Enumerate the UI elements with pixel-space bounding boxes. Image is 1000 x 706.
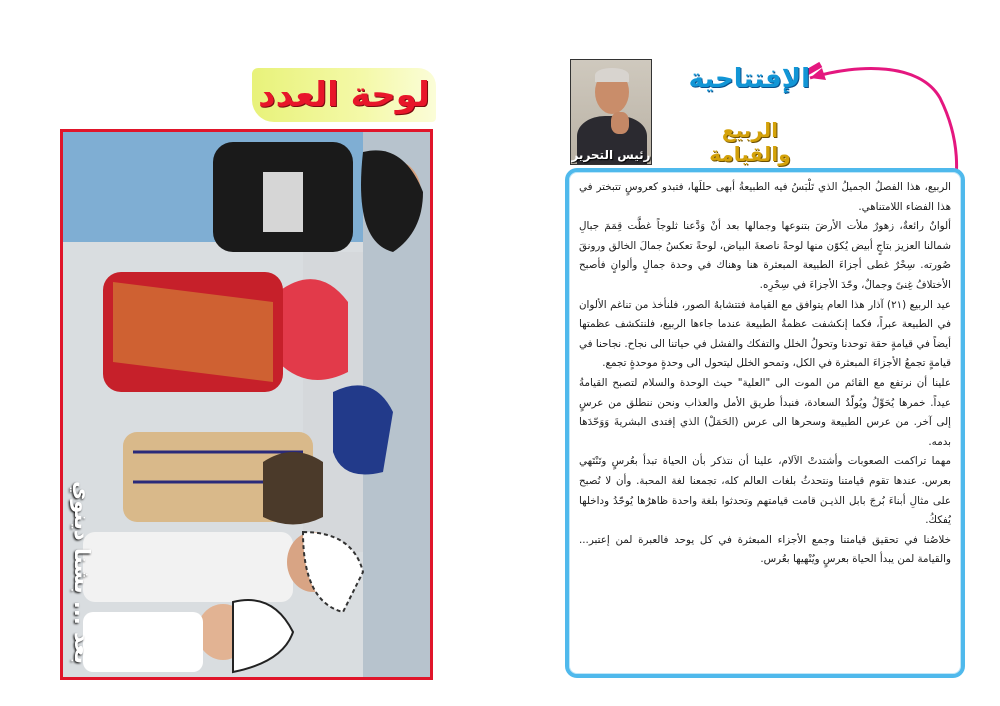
article-paragraph-3: عيد الربيع (٢١) آذار هذا العام يتوافق مع القيامة فتتشابهُ الصور، فلنأخذ من تناغم الألوان في الطبيعة عبراً، فكما إنكشفت عظمةُ الطبيعة عندما جاءها الربيع، فلنتكشف عظمتها أيضاً في قيامةٍ حقة توحدنا وتحولُ الخلل والتفكك والفشل في حياتنا الى نجاح. نجاحنا في قيامةٍ تجمعُ الأجزاءَ المبعثرة في الكل، وتمحو الخلل ليتحول الى وحدةٍ موحدةٍ تجمع. [579, 298, 951, 370]
article-paragraph-6: خلاصُنا في تحقيق قيامتنا وجمع الأجزاء المبعثرة في كل يوحد فالعبرة لمن إعتبر... والقيامة لمن يبدأ الحياة بعرسٍ ويُنْهيها بعُرس. [579, 533, 951, 566]
article-paragraph-2: ألوانٌ رائعةٌ، زهورٌ ملأت الأرضَ بتنوعها وجمالها بعد أنْ وَدَّعنا ثلوجاً غطَّت قِمَمَ جبالِ شمالنا العزيز بتاجٍ أبيض يُكوّن منها لوحةً ناصعةَ البياض، لوحةً تعكسُ جمالَ الخالق ورونقَ صُورته. سِحْرٌ غطى أجزاءَ الطبيعة المبعثرة هنا وهناك في وحدة جمالٍ وألوانٍ فأصبح الأختلافُ غِنىً وجمالٌ، وحّدَ الأجزاءَ في سِحْرِه. [579, 220, 951, 291]
photo-caption: بعد ... بشنا دينوي [70, 480, 94, 665]
children-costume-photo [63, 132, 430, 677]
editor-photo-hand [611, 112, 629, 134]
article-box [565, 168, 965, 678]
cover-title-banner [252, 68, 436, 122]
section-heading: الإفتتاحية [688, 64, 810, 94]
article-paragraph-5: مهما تراكمت الصعوبات وأشتدتْ الآلام، علينا أن نتذكر بأن الحياة تبدأ بعُرسٍ وتَنْتَهي بعرس. عندها تقوم قيامتنا ونتحدثُ بلغات العالم كله، تجمعنا لغة المحبة. وأن لا نُصبح على مثالِ أبناءَ بُرجَ بابل الذيـن قامت قيامتهم وتحدثوا بلغة واحدة ظاهرُها يُوحّدُ وداخلها يُفككُ. [579, 455, 951, 527]
article-title: الربيع والقيامة [709, 118, 791, 166]
editor-photo-hair [595, 68, 629, 82]
article-paragraph-4: علينا أن نرتفع مع القائم من الموت الى "العلية" حيث الوحدة والسلام لتصبح القيامةُ عيداً. خمرها يُحَوِّلُ ويُولّدُ السعادة، فنبدأ طريق الأمل والعذاب ونحن ننطلق من عرسٍ إلى آخر. من عرس الطبيعة وسحرها الى عرس (الحَمَلْ) الذي إفتدى البشريةَ وَوَحّدَها بدمه. [579, 376, 951, 448]
editor-label: رئيس التحرير [571, 148, 651, 162]
photo-caption-holder [64, 470, 104, 675]
article-paragraph-1: الربيع، هذا الفصلُ الجميلُ الذي تَلْبَسُ فيه الطبيعةُ أبهى حللَها، فتبدو كعروسٍ تتبختر في هذا الفضاء اللامتناهي. [579, 181, 951, 213]
editor-photo [570, 59, 652, 165]
cover-title: لوحة العدد [258, 75, 430, 115]
article-body [579, 178, 951, 570]
cover-photo [60, 129, 433, 680]
